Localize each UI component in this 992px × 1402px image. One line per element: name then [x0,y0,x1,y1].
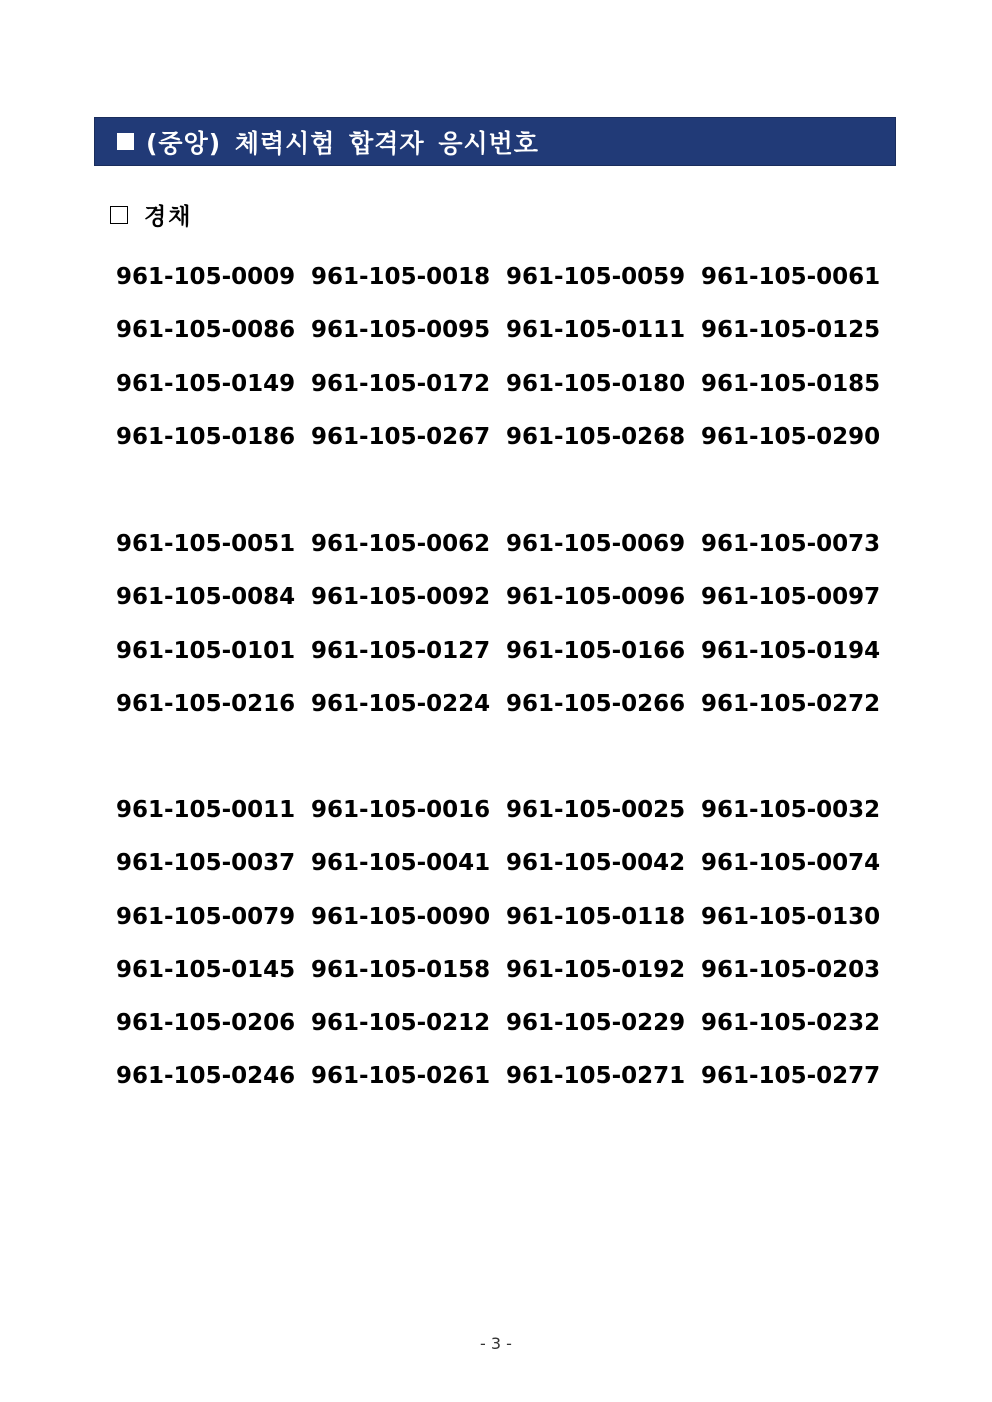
exam-number: 961-105-0101 [116,637,296,664]
exam-number: 961-105-0185 [701,370,881,397]
exam-number: 961-105-0180 [506,370,686,397]
exam-number: 961-105-0009 [116,264,296,290]
number-row [116,1010,896,1063]
exam-number: 961-105-0267 [311,423,491,450]
exam-number: 961-105-0166 [506,637,686,664]
number-group-2 [116,531,896,744]
exam-number: 961-105-0037 [116,850,296,877]
subheading [110,198,192,231]
exam-number: 961-105-0062 [311,531,491,557]
exam-number: 961-105-0271 [506,1063,686,1090]
number-row [116,531,896,584]
exam-number: 961-105-0246 [116,1063,296,1090]
exam-number: 961-105-0145 [116,956,296,983]
number-row [116,264,896,317]
number-row [116,691,896,744]
exam-number: 961-105-0266 [506,690,686,717]
number-group-1 [116,264,896,477]
exam-number: 961-105-0061 [701,264,881,290]
exam-number: 961-105-0261 [311,1063,491,1090]
number-row [116,424,896,477]
exam-number: 961-105-0041 [311,850,491,877]
exam-number: 961-105-0216 [116,690,296,717]
exam-number: 961-105-0212 [311,1010,491,1037]
exam-number: 961-105-0127 [311,637,491,664]
exam-number: 961-105-0073 [701,531,881,557]
exam-number: 961-105-0272 [701,690,881,717]
exam-number: 961-105-0192 [506,956,686,983]
exam-number: 961-105-0051 [116,531,296,557]
exam-number: 961-105-0069 [506,531,686,557]
number-row [116,371,896,424]
number-row [116,584,896,637]
exam-number: 961-105-0149 [116,370,296,397]
exam-number: 961-105-0059 [506,264,686,290]
number-row [116,1063,896,1116]
number-row [116,317,896,370]
empty-square-icon [110,206,128,224]
exam-number: 961-105-0092 [311,584,491,611]
exam-number: 961-105-0206 [116,1010,296,1037]
exam-number: 961-105-0224 [311,690,491,717]
exam-number: 961-105-0042 [506,850,686,877]
number-row [116,850,896,903]
exam-number: 961-105-0074 [701,850,881,877]
exam-number: 961-105-0018 [311,264,491,290]
exam-number: 961-105-0290 [701,423,881,450]
exam-number: 961-105-0118 [506,903,686,930]
exam-number: 961-105-0111 [506,317,686,344]
exam-number: 961-105-0203 [701,956,881,983]
number-row [116,957,896,1010]
section-title-bar [94,117,896,166]
exam-number: 961-105-0232 [701,1010,881,1037]
filled-square-icon [117,133,134,150]
exam-number: 961-105-0186 [116,423,296,450]
exam-number: 961-105-0194 [701,637,881,664]
exam-number: 961-105-0268 [506,423,686,450]
exam-number: 961-105-0130 [701,903,881,930]
exam-number: 961-105-0277 [701,1063,881,1090]
exam-number: 961-105-0032 [701,797,881,823]
exam-number: 961-105-0172 [311,370,491,397]
exam-number: 961-105-0158 [311,956,491,983]
exam-number: 961-105-0016 [311,797,491,823]
number-row [116,797,896,850]
number-group-3 [116,797,896,1117]
exam-number: 961-105-0079 [116,903,296,930]
page-title: (중앙) 체력시험 합격자 응시번호 [146,128,539,158]
exam-number: 961-105-0084 [116,584,296,611]
subheading-label: 경채 [144,204,193,230]
page-number: - 3 - [480,1334,512,1353]
exam-number: 961-105-0229 [506,1010,686,1037]
exam-number: 961-105-0086 [116,317,296,344]
exam-number: 961-105-0025 [506,797,686,823]
exam-number: 961-105-0095 [311,317,491,344]
exam-number: 961-105-0097 [701,584,881,611]
exam-number: 961-105-0096 [506,584,686,611]
exam-number: 961-105-0125 [701,317,881,344]
number-row [116,904,896,957]
exam-number: 961-105-0011 [116,797,296,823]
number-row [116,638,896,691]
exam-number: 961-105-0090 [311,903,491,930]
